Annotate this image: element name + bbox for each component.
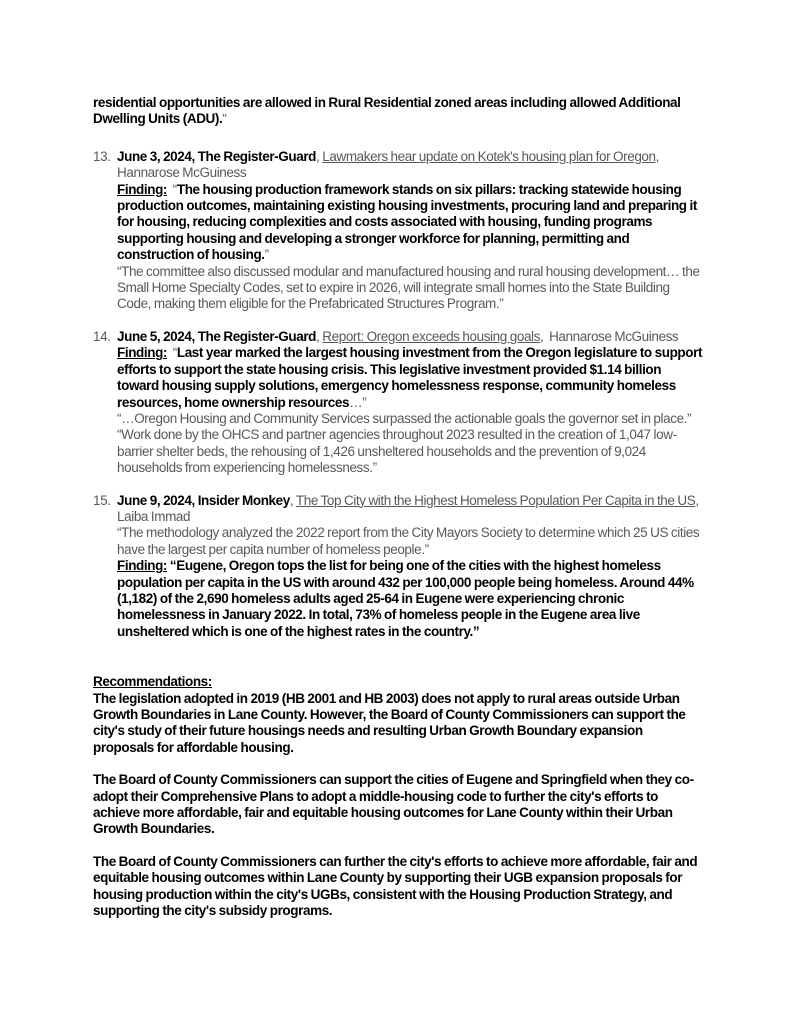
- item-author: Laiba Immad: [117, 508, 191, 524]
- article-link[interactable]: The Top City with the Highest Homeless Population Per Capita in the US: [295, 492, 696, 508]
- item-citation: [117, 329, 705, 345]
- item-date-source: June 3, 2024, The Register-Guard: [117, 148, 317, 164]
- intro-closing-quote: “: [222, 111, 227, 127]
- comma: ,: [695, 492, 699, 508]
- item-quote: “The committee also discussed modular and manufactured housing and rural housing development… the Small Home Specialty Codes, set to expire in 2026, will integrate small homes into the State Building Code, making them eligible for the Prefabricated Structures Program.”: [117, 263, 700, 312]
- recommendations-heading: Recommendations:: [93, 674, 212, 690]
- item-number: 13.: [93, 148, 111, 164]
- quote-mark: “: [172, 181, 177, 197]
- list-item-15: [93, 493, 705, 641]
- item-number: 15.: [93, 492, 111, 508]
- finding-label: Finding:: [117, 181, 168, 197]
- item-date-source: June 9, 2024, Insider Monkey: [117, 492, 290, 508]
- item-finding: [117, 558, 705, 640]
- item-quote: “The methodology analyzed the 2022 report from the City Mayors Society to determine which 25 US cities have the largest per capita number of homeless people.”: [117, 525, 700, 557]
- comma: ,: [289, 492, 294, 508]
- article-link[interactable]: Report: Oregon exceeds housing goals: [322, 328, 540, 344]
- finding-text: “Eugene, Oregon tops the list for being one of the cities with the highest homeless population per capita in the US with around 432 per 100,000 people being homeless. Around 44% (1,182) of the 2,690 homeless adults aged 25-64 in Eugene were experiencing chronic homelessness in January 2022. In total, 73% of homeless people in the Eugene area live unsheltered which is one of the highest rates in the country.”: [117, 558, 694, 639]
- item-author: Hannarose McGuiness: [549, 328, 679, 344]
- comma: ,: [316, 328, 320, 344]
- finding-text: The housing production framework stands on six pillars: tracking statewide housing production outcomes, maintaining existing housing investments, procuring land and preparing it for housing, reducing complexities and costs associated with housing, funding programs supporting housing and developing a stronger workforce for planning, permitting and construction of housing.: [117, 181, 697, 263]
- finding-label: Finding:: [117, 345, 168, 361]
- recommendation-paragraph: The legislation adopted in 2019 (HB 2001 and HB 2003) does not apply to rural areas outside Urban Growth Boundaries in Lane County. However, the Board of County Commissioners can support the city's study of their future housings needs and resulting Urban Growth Boundary expansion proposals for affordable housing.: [93, 690, 686, 755]
- comma: ,: [540, 328, 544, 344]
- quote-mark: “: [172, 345, 177, 361]
- item-number: 14.: [93, 328, 111, 344]
- item-date-source: June 5, 2024, The Register-Guard: [117, 328, 317, 344]
- document-content: [93, 95, 705, 919]
- recommendation-paragraph: The Board of County Commissioners can support the cities of Eugene and Springfield when they co-adopt their Comprehensive Plans to adopt a middle-housing code to further the city's efforts to achieve more affordable, fair and equitable housing outcomes for Lane County within their Urban Growth Boundaries.: [93, 772, 694, 837]
- list-item-14: [93, 329, 705, 477]
- intro-paragraph: [93, 95, 705, 128]
- item-finding: [117, 182, 705, 264]
- article-link[interactable]: Lawmakers hear update on Kotek's housing plan for Oregon: [322, 148, 656, 164]
- item-finding: [117, 345, 705, 411]
- finding-text: Last year marked the largest housing investment from the Oregon legislature to support efforts to support the state housing crisis. This legislative investment provided $1.14 billion toward housing supply solutions, emergency homelessness response, community homeless resources, home ownership resources: [117, 345, 703, 410]
- quote-mark: ”: [264, 247, 269, 263]
- item-citation: [117, 493, 705, 526]
- intro-bold-text: residential opportunities are allowed in Rural Residential zoned areas including allowed Additional Dwelling Units (ADU).: [93, 95, 681, 127]
- item-author: Hannarose McGuiness: [117, 165, 247, 181]
- item-quote: “…Oregon Housing and Community Services surpassed the actionable goals the governor set in place.”: [117, 410, 692, 426]
- list-item-13: [93, 149, 705, 313]
- finding-label: Finding:: [117, 558, 168, 574]
- quote-mark: …”: [349, 394, 367, 410]
- comma: ,: [316, 148, 320, 164]
- recommendations-section: [93, 674, 705, 919]
- comma: ,: [655, 148, 660, 164]
- item-quote: “Work done by the OHCS and partner agencies throughout 2023 resulted in the creation of 1,047 low-barrier shelter beds, the rehousing of 1,426 unsheltered households and the prevention of 9,024 households from experiencing homelessness.”: [117, 427, 677, 476]
- recommendation-paragraph: The Board of County Commissioners can further the city's efforts to achieve more affordable, fair and equitable housing outcomes within Lane County by supporting their UGB expansion proposals for housing production within the city's UGBs, consistent with the Housing Production Strategy, and supporting the city's subsidy programs.: [93, 853, 698, 919]
- item-citation: [117, 149, 705, 182]
